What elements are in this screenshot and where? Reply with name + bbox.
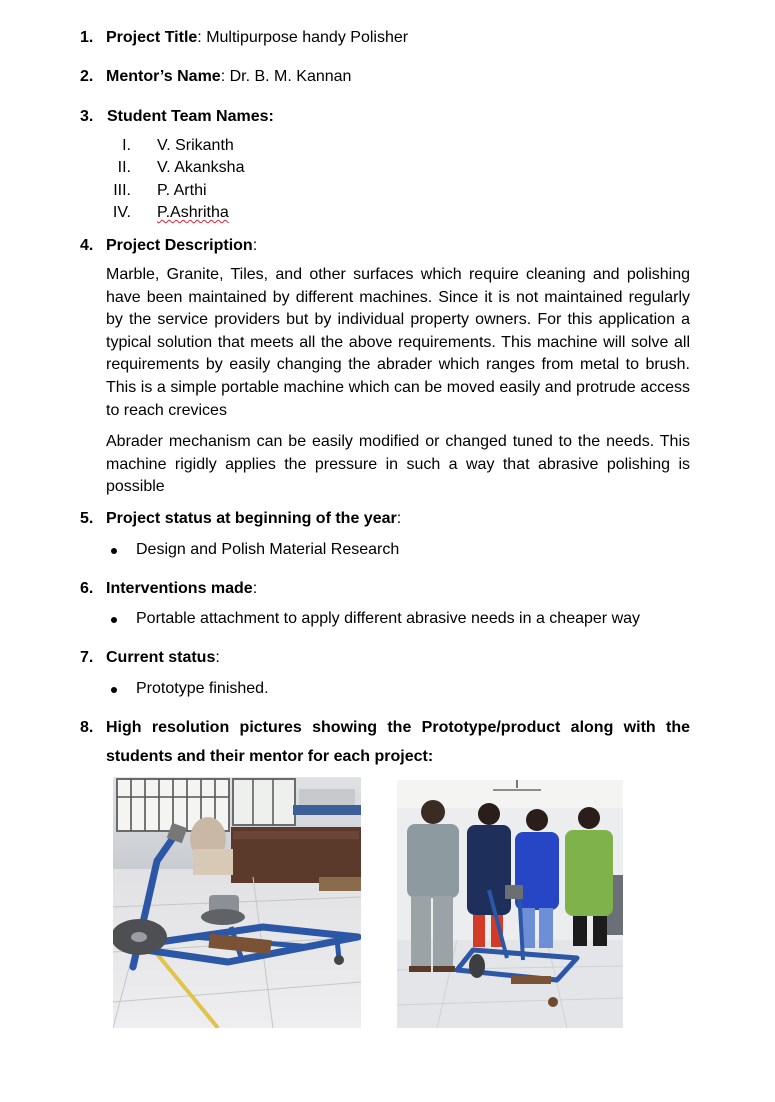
mentor-name-value: : Dr. B. M. Kannan xyxy=(220,68,352,85)
item-4 xyxy=(80,237,93,255)
item-1-number: 1. xyxy=(80,29,94,46)
project-description-heading-line xyxy=(106,237,257,255)
team-member-3: P. Arthi xyxy=(157,182,207,199)
status-begin-colon: : xyxy=(396,510,402,527)
project-description-heading: Project Description xyxy=(106,237,253,254)
item-2 xyxy=(80,68,93,86)
item-6 xyxy=(80,580,93,598)
item-1 xyxy=(80,29,93,47)
description-paragraph-2: Abrader mechanism can be easily modified or changed tuned to the needs. This machine rigidly applies the pressure in such a way that abrasive polishing is possible xyxy=(106,433,690,496)
current-status-item: Prototype finished. xyxy=(136,680,269,697)
team-member-1: V. Srikanth xyxy=(157,137,234,154)
bullet-icon xyxy=(111,548,117,554)
current-status-colon: : xyxy=(215,649,220,666)
interventions-heading: Interventions made xyxy=(106,580,253,597)
item-8 xyxy=(80,719,93,737)
status-begin-heading: Project status at beginning of the year xyxy=(106,510,397,527)
mentor-name-label: Mentor’s Name xyxy=(106,68,221,85)
item-7 xyxy=(80,649,93,667)
project-title-line xyxy=(106,29,408,47)
interventions-item: Portable attachment to apply different abrasive needs in a cheaper way xyxy=(136,610,641,627)
interventions-heading-line xyxy=(106,580,257,598)
item-3-number: 3. xyxy=(80,108,94,125)
team-names-heading: Student Team Names: xyxy=(107,108,274,125)
team-roman-2: II. xyxy=(117,159,131,176)
bullet-icon xyxy=(111,617,117,623)
interventions-colon: : xyxy=(252,580,258,597)
team-roman-3: III. xyxy=(113,182,131,199)
team-roman-1: I. xyxy=(122,137,131,154)
team-with-prototype-photo xyxy=(397,780,623,1028)
status-begin-heading-line xyxy=(106,510,401,528)
current-status-heading-line xyxy=(106,649,220,667)
current-status-heading: Current status xyxy=(106,649,216,666)
prototype-trolley-illustration xyxy=(113,777,361,1028)
team-member-2: V. Akanksha xyxy=(157,159,245,176)
item-8-number: 8. xyxy=(80,719,94,736)
team-member-4: P.Ashritha xyxy=(157,204,229,221)
item-3 xyxy=(80,108,93,126)
item-5-number: 5. xyxy=(80,510,94,527)
item-5 xyxy=(80,510,93,528)
mentor-name-line xyxy=(106,68,351,86)
description-paragraph-1: Marble, Granite, Tiles, and other surfaces which require cleaning and polishing have been maintained by different machines. Since it is not maintained regularly by the service providers but by individual property owners. For this application a typical solution that meets all the above requirements. This machine will solve all requirements by easily changing the abrader which ranges from metal to brush. This is a simple portable machine which can be moved easily and protrude access to reach crevices xyxy=(106,266,690,419)
project-title-label: Project Title xyxy=(106,29,198,46)
bullet-icon xyxy=(111,687,117,693)
status-begin-item: Design and Polish Material Research xyxy=(136,541,400,558)
item-7-number: 7. xyxy=(80,649,94,666)
pictures-heading-line-2: students and their mentor for each project: xyxy=(106,748,434,765)
project-title-value: : Multipurpose handy Polisher xyxy=(197,29,409,46)
item-6-number: 6. xyxy=(80,580,94,597)
pictures-heading-line-1: High resolution pictures showing the Prototype/product along with the xyxy=(106,719,690,736)
prototype-trolley-photo xyxy=(113,777,361,1028)
project-description-colon: : xyxy=(252,237,258,254)
item-2-number: 2. xyxy=(80,68,94,85)
team-roman-4: IV. xyxy=(112,204,131,221)
team-with-prototype-illustration xyxy=(397,780,623,1028)
item-4-number: 4. xyxy=(80,237,94,254)
